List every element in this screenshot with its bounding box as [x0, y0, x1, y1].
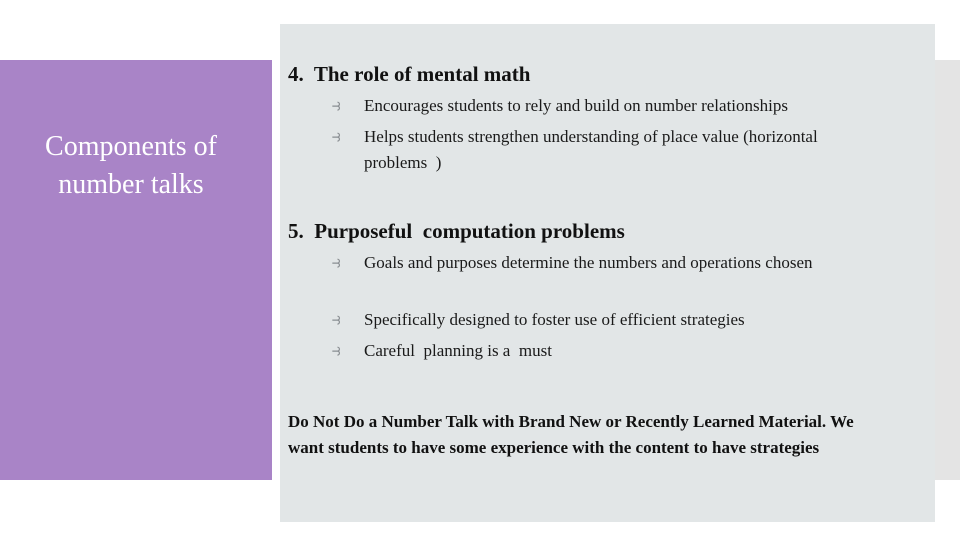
bullet-item — [330, 307, 860, 333]
curved-arrow-bullet-icon: ⥽ — [330, 256, 343, 272]
section-heading-mental-math: 4. The role of mental math — [288, 62, 531, 86]
section-heading-computation-problems: 5. Purposeful computation problems — [288, 219, 625, 243]
note-text: Do Not Do a Number Talk with Brand New or Recently Learned Material. We want students to have some experience with the content to have strategies — [288, 412, 854, 457]
side-panel — [0, 60, 272, 480]
slide-title: Components of number talks — [45, 131, 217, 200]
bullet-text: Specifically designed to foster use of efficient strategies — [364, 310, 745, 329]
curved-arrow-bullet-icon: ⥽ — [330, 99, 343, 115]
bullet-text: Goals and purposes determine the numbers and operations chosen — [364, 253, 813, 272]
bullet-text: Careful planning is a must — [364, 341, 552, 360]
bullet-item — [330, 124, 860, 176]
bullet-text: Encourages students to rely and build on number relationships — [364, 96, 788, 115]
curved-arrow-bullet-icon: ⥽ — [330, 130, 343, 146]
bullet-item — [330, 93, 860, 119]
curved-arrow-bullet-icon: ⥽ — [330, 313, 343, 329]
right-accent-strip — [935, 60, 960, 480]
bullet-item — [330, 338, 860, 364]
bullet-item — [330, 250, 860, 276]
curved-arrow-bullet-icon: ⥽ — [330, 344, 343, 360]
bullet-text: Helps students strengthen understanding of place value (horizontal problems ) — [364, 127, 822, 172]
